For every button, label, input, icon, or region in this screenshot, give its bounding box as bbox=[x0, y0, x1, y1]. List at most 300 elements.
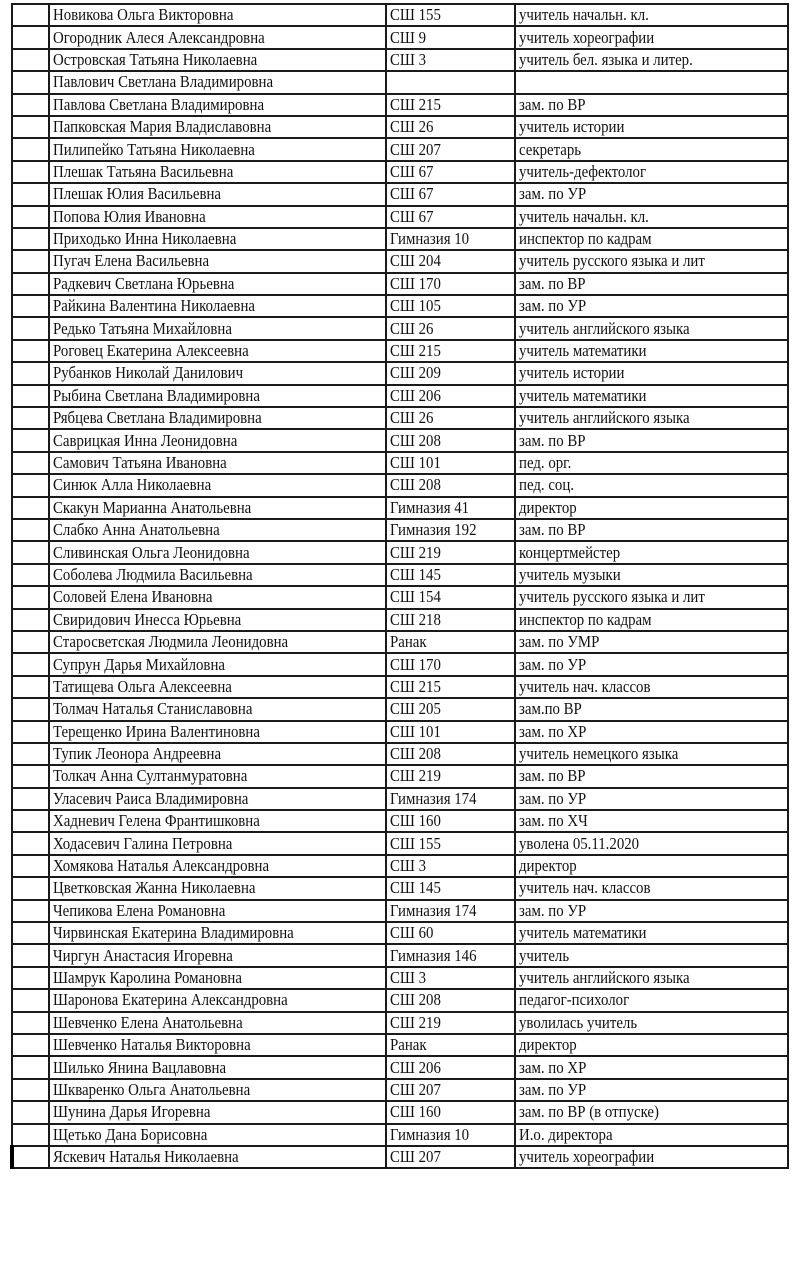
position-cell[interactable] bbox=[515, 944, 788, 966]
position-text: учитель начальн. кл. bbox=[519, 206, 649, 226]
school-cell[interactable] bbox=[386, 989, 515, 1011]
row-number-cell[interactable] bbox=[12, 452, 49, 474]
position-cell[interactable] bbox=[515, 1034, 788, 1056]
name-cell[interactable] bbox=[49, 295, 386, 317]
row-number-cell[interactable] bbox=[12, 1146, 49, 1168]
row-number-cell[interactable] bbox=[12, 49, 49, 71]
name-cell[interactable] bbox=[49, 1146, 386, 1168]
school-cell[interactable] bbox=[386, 317, 515, 339]
row-number-cell[interactable] bbox=[12, 1079, 49, 1101]
school-text: СШ 215 bbox=[390, 341, 441, 361]
position-cell[interactable] bbox=[515, 71, 788, 93]
name-cell[interactable] bbox=[49, 922, 386, 944]
position-cell[interactable] bbox=[515, 832, 788, 854]
name-cell[interactable] bbox=[49, 1034, 386, 1056]
school-cell[interactable] bbox=[386, 273, 515, 295]
position-cell[interactable] bbox=[515, 877, 788, 899]
school-cell[interactable] bbox=[386, 765, 515, 787]
row-number-cell[interactable] bbox=[12, 407, 49, 429]
position-cell[interactable] bbox=[515, 721, 788, 743]
name-cell[interactable] bbox=[49, 564, 386, 586]
school-text: Гимназия 41 bbox=[390, 497, 470, 517]
school-cell[interactable] bbox=[386, 362, 515, 384]
row-number-cell[interactable] bbox=[12, 855, 49, 877]
row-number-cell[interactable] bbox=[12, 788, 49, 810]
name-cell[interactable] bbox=[49, 452, 386, 474]
table-row bbox=[12, 362, 788, 384]
name-cell[interactable] bbox=[49, 1012, 386, 1034]
row-number-cell[interactable] bbox=[12, 362, 49, 384]
school-cell[interactable] bbox=[386, 183, 515, 205]
school-cell[interactable] bbox=[386, 138, 515, 160]
position-cell[interactable] bbox=[515, 855, 788, 877]
position-cell[interactable] bbox=[515, 922, 788, 944]
row-number-cell[interactable] bbox=[12, 228, 49, 250]
position-cell[interactable] bbox=[515, 340, 788, 362]
name-cell[interactable] bbox=[49, 206, 386, 228]
name-cell[interactable] bbox=[49, 967, 386, 989]
position-text: учитель математики bbox=[519, 923, 647, 943]
position-cell[interactable] bbox=[515, 1012, 788, 1034]
name-cell[interactable] bbox=[49, 161, 386, 183]
school-cell[interactable] bbox=[386, 1034, 515, 1056]
school-cell[interactable] bbox=[386, 586, 515, 608]
name-cell[interactable] bbox=[49, 94, 386, 116]
row-number-cell[interactable] bbox=[12, 609, 49, 631]
row-number-cell[interactable] bbox=[12, 989, 49, 1011]
row-number-cell[interactable] bbox=[12, 900, 49, 922]
row-number-cell[interactable] bbox=[12, 564, 49, 586]
name-text: Редько Татьяна Михайловна bbox=[53, 318, 232, 338]
name-cell[interactable] bbox=[49, 721, 386, 743]
position-cell[interactable] bbox=[515, 1146, 788, 1168]
position-cell[interactable] bbox=[515, 452, 788, 474]
position-cell[interactable] bbox=[515, 1079, 788, 1101]
row-number-cell[interactable] bbox=[12, 922, 49, 944]
name-cell[interactable] bbox=[49, 832, 386, 854]
position-text: учитель английского языка bbox=[519, 967, 690, 987]
school-cell[interactable] bbox=[386, 855, 515, 877]
school-cell[interactable] bbox=[386, 967, 515, 989]
position-cell[interactable] bbox=[515, 206, 788, 228]
name-text: Цветковская Жанна Николаевна bbox=[53, 878, 256, 898]
row-number-cell[interactable] bbox=[12, 273, 49, 295]
school-cell[interactable] bbox=[386, 922, 515, 944]
name-cell[interactable] bbox=[49, 317, 386, 339]
name-text: Скакун Марианна Анатольевна bbox=[53, 497, 252, 517]
school-cell[interactable] bbox=[386, 497, 515, 519]
school-cell[interactable] bbox=[386, 877, 515, 899]
name-text: Терещенко Ирина Валентиновна bbox=[53, 721, 260, 741]
row-number-cell[interactable] bbox=[12, 71, 49, 93]
position-cell[interactable] bbox=[515, 765, 788, 787]
school-cell[interactable] bbox=[386, 407, 515, 429]
position-cell[interactable] bbox=[515, 631, 788, 653]
table-row bbox=[12, 138, 788, 160]
row-number-cell[interactable] bbox=[12, 94, 49, 116]
position-cell[interactable] bbox=[515, 1101, 788, 1123]
name-text: Рыбина Светлана Владимировна bbox=[53, 385, 260, 405]
name-cell[interactable] bbox=[49, 1124, 386, 1146]
position-text: учитель хореографии bbox=[519, 27, 655, 47]
position-cell[interactable] bbox=[515, 743, 788, 765]
school-text: СШ 145 bbox=[390, 564, 441, 584]
name-cell[interactable] bbox=[49, 519, 386, 541]
row-number-cell[interactable] bbox=[12, 586, 49, 608]
position-cell[interactable] bbox=[515, 94, 788, 116]
name-text: Рябцева Светлана Владимировна bbox=[53, 408, 262, 428]
table-row bbox=[12, 1012, 788, 1034]
position-cell[interactable] bbox=[515, 564, 788, 586]
school-text: СШ 155 bbox=[390, 5, 441, 25]
row-number-cell[interactable] bbox=[12, 653, 49, 675]
name-cell[interactable] bbox=[49, 698, 386, 720]
name-text: Островская Татьяна Николаевна bbox=[53, 49, 258, 69]
row-number-cell[interactable] bbox=[12, 385, 49, 407]
school-cell[interactable] bbox=[386, 832, 515, 854]
school-cell[interactable] bbox=[386, 206, 515, 228]
table-row bbox=[12, 564, 788, 586]
name-text: Супрун Дарья Михайловна bbox=[53, 654, 225, 674]
name-text: Пилипейко Татьяна Николаевна bbox=[53, 139, 255, 159]
school-cell[interactable] bbox=[386, 944, 515, 966]
row-number-cell[interactable] bbox=[12, 743, 49, 765]
table-row bbox=[12, 228, 788, 250]
school-cell[interactable] bbox=[386, 116, 515, 138]
position-cell[interactable] bbox=[515, 183, 788, 205]
school-text: Гимназия 174 bbox=[390, 788, 477, 808]
position-text: зам. по УР bbox=[519, 788, 587, 808]
row-number-cell[interactable] bbox=[12, 250, 49, 272]
name-cell[interactable] bbox=[49, 407, 386, 429]
school-cell[interactable] bbox=[386, 71, 515, 93]
position-cell[interactable] bbox=[515, 653, 788, 675]
row-number-cell[interactable] bbox=[12, 497, 49, 519]
name-cell[interactable] bbox=[49, 250, 386, 272]
school-cell[interactable] bbox=[386, 4, 515, 26]
row-number-cell[interactable] bbox=[12, 317, 49, 339]
name-cell[interactable] bbox=[49, 609, 386, 631]
position-cell[interactable] bbox=[515, 474, 788, 496]
name-text: Райкина Валентина Николаевна bbox=[53, 296, 255, 316]
name-cell[interactable] bbox=[49, 362, 386, 384]
position-cell[interactable] bbox=[515, 317, 788, 339]
position-cell[interactable] bbox=[515, 407, 788, 429]
name-cell[interactable] bbox=[49, 1079, 386, 1101]
position-cell[interactable] bbox=[515, 609, 788, 631]
school-cell[interactable] bbox=[386, 1146, 515, 1168]
table-row bbox=[12, 721, 788, 743]
school-cell[interactable] bbox=[386, 161, 515, 183]
table-row bbox=[12, 609, 788, 631]
name-cell[interactable] bbox=[49, 765, 386, 787]
name-cell[interactable] bbox=[49, 340, 386, 362]
position-cell[interactable] bbox=[515, 586, 788, 608]
row-number-cell[interactable] bbox=[12, 340, 49, 362]
row-number-cell[interactable] bbox=[12, 944, 49, 966]
school-cell[interactable] bbox=[386, 1101, 515, 1123]
table-row bbox=[12, 989, 788, 1011]
position-text: директор bbox=[519, 1035, 577, 1055]
table-row bbox=[12, 653, 788, 675]
position-cell[interactable] bbox=[515, 1056, 788, 1078]
name-text: Папковская Мария Владиславовна bbox=[53, 117, 272, 137]
school-cell[interactable] bbox=[386, 541, 515, 563]
name-cell[interactable] bbox=[49, 1056, 386, 1078]
school-text: СШ 3 bbox=[390, 49, 427, 69]
position-cell[interactable] bbox=[515, 810, 788, 832]
row-number-cell[interactable] bbox=[12, 26, 49, 48]
name-text: Соболева Людмила Васильевна bbox=[53, 564, 253, 584]
school-text: СШ 67 bbox=[390, 184, 434, 204]
school-text: СШ 219 bbox=[390, 1012, 441, 1032]
position-text: зам. по ХР bbox=[519, 721, 587, 741]
name-text: Шамрук Каролина Романовна bbox=[53, 967, 242, 987]
position-cell[interactable] bbox=[515, 116, 788, 138]
school-cell[interactable] bbox=[386, 250, 515, 272]
position-text: учитель русского языка и лит bbox=[519, 251, 705, 271]
row-number-cell[interactable] bbox=[12, 116, 49, 138]
school-text: СШ 215 bbox=[390, 94, 441, 114]
name-text: Сливинская Ольга Леонидовна bbox=[53, 542, 250, 562]
name-cell[interactable] bbox=[49, 71, 386, 93]
school-cell[interactable] bbox=[386, 698, 515, 720]
name-cell[interactable] bbox=[49, 4, 386, 26]
school-cell[interactable] bbox=[386, 49, 515, 71]
school-cell[interactable] bbox=[386, 429, 515, 451]
row-number-cell[interactable] bbox=[12, 1056, 49, 1078]
table-row bbox=[12, 541, 788, 563]
name-cell[interactable] bbox=[49, 900, 386, 922]
name-cell[interactable] bbox=[49, 631, 386, 653]
row-number-cell[interactable] bbox=[12, 967, 49, 989]
name-text: Чиргун Анастасия Игоревна bbox=[53, 945, 233, 965]
school-text: Гимназия 146 bbox=[390, 945, 477, 965]
name-cell[interactable] bbox=[49, 810, 386, 832]
row-number-cell[interactable] bbox=[12, 1012, 49, 1034]
school-cell[interactable] bbox=[386, 340, 515, 362]
position-cell[interactable] bbox=[515, 519, 788, 541]
name-text: Чирвинская Екатерина Владимировна bbox=[53, 923, 294, 943]
table-row bbox=[12, 944, 788, 966]
name-cell[interactable] bbox=[49, 429, 386, 451]
school-cell[interactable] bbox=[386, 743, 515, 765]
name-cell[interactable] bbox=[49, 788, 386, 810]
name-cell[interactable] bbox=[49, 676, 386, 698]
row-number-cell[interactable] bbox=[12, 206, 49, 228]
school-cell[interactable] bbox=[386, 94, 515, 116]
row-number-cell[interactable] bbox=[12, 832, 49, 854]
name-text: Толкач Анна Султанмуратовна bbox=[53, 766, 248, 786]
row-number-cell[interactable] bbox=[12, 698, 49, 720]
row-number-cell[interactable] bbox=[12, 519, 49, 541]
table-row bbox=[12, 765, 788, 787]
name-cell[interactable] bbox=[49, 497, 386, 519]
row-number-cell[interactable] bbox=[12, 474, 49, 496]
name-cell[interactable] bbox=[49, 944, 386, 966]
school-cell[interactable] bbox=[386, 1124, 515, 1146]
position-cell[interactable] bbox=[515, 1124, 788, 1146]
table-row bbox=[12, 250, 788, 272]
school-cell[interactable] bbox=[386, 564, 515, 586]
position-cell[interactable] bbox=[515, 429, 788, 451]
table-row bbox=[12, 206, 788, 228]
school-text: СШ 215 bbox=[390, 676, 441, 696]
position-cell[interactable] bbox=[515, 385, 788, 407]
name-cell[interactable] bbox=[49, 1101, 386, 1123]
name-text: Хадневич Гелена Франтишковна bbox=[53, 811, 260, 831]
table-row bbox=[12, 877, 788, 899]
staff-table-body bbox=[12, 4, 788, 1168]
name-text: Синюк Алла Николаевна bbox=[53, 475, 212, 495]
position-text: учитель начальн. кл. bbox=[519, 5, 649, 25]
name-cell[interactable] bbox=[49, 26, 386, 48]
school-cell[interactable] bbox=[386, 295, 515, 317]
name-text: Шунина Дарья Игоревна bbox=[53, 1102, 211, 1122]
name-cell[interactable] bbox=[49, 116, 386, 138]
position-text: зам. по УМР bbox=[519, 632, 600, 652]
position-cell[interactable] bbox=[515, 900, 788, 922]
school-cell[interactable] bbox=[386, 519, 515, 541]
name-cell[interactable] bbox=[49, 743, 386, 765]
table-row bbox=[12, 71, 788, 93]
school-text: СШ 160 bbox=[390, 1102, 441, 1122]
table-row bbox=[12, 116, 788, 138]
school-text: СШ 208 bbox=[390, 990, 441, 1010]
position-text: пед. соц. bbox=[519, 475, 575, 495]
name-text: Радкевич Светлана Юрьевна bbox=[53, 273, 235, 293]
position-cell[interactable] bbox=[515, 541, 788, 563]
name-text: Шаронова Екатерина Александровна bbox=[53, 990, 288, 1010]
name-cell[interactable] bbox=[49, 474, 386, 496]
school-cell[interactable] bbox=[386, 810, 515, 832]
school-cell[interactable] bbox=[386, 609, 515, 631]
school-text: СШ 67 bbox=[390, 206, 434, 226]
row-number-cell[interactable] bbox=[12, 138, 49, 160]
name-cell[interactable] bbox=[49, 273, 386, 295]
row-number-cell[interactable] bbox=[12, 429, 49, 451]
name-text: Огородник Алеся Александровна bbox=[53, 27, 265, 47]
position-cell[interactable] bbox=[515, 295, 788, 317]
name-cell[interactable] bbox=[49, 855, 386, 877]
position-cell[interactable] bbox=[515, 676, 788, 698]
row-number-cell[interactable] bbox=[12, 1124, 49, 1146]
school-cell[interactable] bbox=[386, 26, 515, 48]
school-cell[interactable] bbox=[386, 631, 515, 653]
row-number-cell[interactable] bbox=[12, 183, 49, 205]
school-cell[interactable] bbox=[386, 1012, 515, 1034]
position-text: зам. по ХР bbox=[519, 1057, 587, 1077]
row-number-cell[interactable] bbox=[12, 541, 49, 563]
name-text: Чепикова Елена Романовна bbox=[53, 900, 226, 920]
row-number-cell[interactable] bbox=[12, 295, 49, 317]
school-text: СШ 206 bbox=[390, 1057, 441, 1077]
school-cell[interactable] bbox=[386, 721, 515, 743]
school-cell[interactable] bbox=[386, 1079, 515, 1101]
table-row bbox=[12, 519, 788, 541]
school-text: СШ 9 bbox=[390, 27, 427, 47]
school-cell[interactable] bbox=[386, 385, 515, 407]
name-cell[interactable] bbox=[49, 385, 386, 407]
row-number-cell[interactable] bbox=[12, 721, 49, 743]
row-number-cell[interactable] bbox=[12, 877, 49, 899]
row-number-cell[interactable] bbox=[12, 161, 49, 183]
name-cell[interactable] bbox=[49, 653, 386, 675]
name-cell[interactable] bbox=[49, 183, 386, 205]
school-cell[interactable] bbox=[386, 653, 515, 675]
position-cell[interactable] bbox=[515, 788, 788, 810]
position-cell[interactable] bbox=[515, 989, 788, 1011]
position-cell[interactable] bbox=[515, 228, 788, 250]
row-number-cell[interactable] bbox=[12, 765, 49, 787]
name-text: Свиридович Инесса Юрьевна bbox=[53, 609, 242, 629]
position-cell[interactable] bbox=[515, 362, 788, 384]
row-number-cell[interactable] bbox=[12, 676, 49, 698]
position-cell[interactable] bbox=[515, 26, 788, 48]
position-cell[interactable] bbox=[515, 250, 788, 272]
position-cell[interactable] bbox=[515, 138, 788, 160]
position-cell[interactable] bbox=[515, 698, 788, 720]
school-text: СШ 26 bbox=[390, 408, 434, 428]
position-cell[interactable] bbox=[515, 4, 788, 26]
school-cell[interactable] bbox=[386, 676, 515, 698]
name-text: Толмач Наталья Станиславовна bbox=[53, 699, 253, 719]
position-text: уволилась учитель bbox=[519, 1012, 638, 1032]
school-text: СШ 3 bbox=[390, 856, 427, 876]
position-text: секретарь bbox=[519, 139, 582, 159]
school-cell[interactable] bbox=[386, 900, 515, 922]
row-number-cell[interactable] bbox=[12, 810, 49, 832]
name-text: Щетько Дана Борисовна bbox=[53, 1124, 208, 1144]
name-cell[interactable] bbox=[49, 541, 386, 563]
table-row bbox=[12, 1056, 788, 1078]
table-row bbox=[12, 26, 788, 48]
name-cell[interactable] bbox=[49, 49, 386, 71]
row-number-cell[interactable] bbox=[12, 1034, 49, 1056]
table-row bbox=[12, 631, 788, 653]
row-number-cell[interactable] bbox=[12, 631, 49, 653]
table-row bbox=[12, 452, 788, 474]
row-number-cell[interactable] bbox=[12, 1101, 49, 1123]
name-cell[interactable] bbox=[49, 586, 386, 608]
position-cell[interactable] bbox=[515, 967, 788, 989]
school-text: СШ 219 bbox=[390, 766, 441, 786]
school-cell[interactable] bbox=[386, 474, 515, 496]
school-cell[interactable] bbox=[386, 1056, 515, 1078]
table-row bbox=[12, 273, 788, 295]
position-text: учитель бел. языка и литер. bbox=[519, 49, 693, 69]
name-cell[interactable] bbox=[49, 228, 386, 250]
table-row bbox=[12, 385, 788, 407]
table-row bbox=[12, 1124, 788, 1146]
position-cell[interactable] bbox=[515, 273, 788, 295]
school-cell[interactable] bbox=[386, 228, 515, 250]
position-text: учитель хореографии bbox=[519, 1147, 655, 1167]
name-cell[interactable] bbox=[49, 138, 386, 160]
school-cell[interactable] bbox=[386, 788, 515, 810]
name-text: Соловей Елена Ивановна bbox=[53, 587, 213, 607]
position-cell[interactable] bbox=[515, 49, 788, 71]
name-cell[interactable] bbox=[49, 989, 386, 1011]
name-text: Пугач Елена Васильевна bbox=[53, 251, 210, 271]
position-cell[interactable] bbox=[515, 161, 788, 183]
name-text: Шилько Янина Вацлавовна bbox=[53, 1057, 227, 1077]
row-number-cell[interactable] bbox=[12, 4, 49, 26]
position-cell[interactable] bbox=[515, 497, 788, 519]
name-cell[interactable] bbox=[49, 877, 386, 899]
school-cell[interactable] bbox=[386, 452, 515, 474]
name-text: Ходасевич Галина Петровна bbox=[53, 833, 233, 853]
